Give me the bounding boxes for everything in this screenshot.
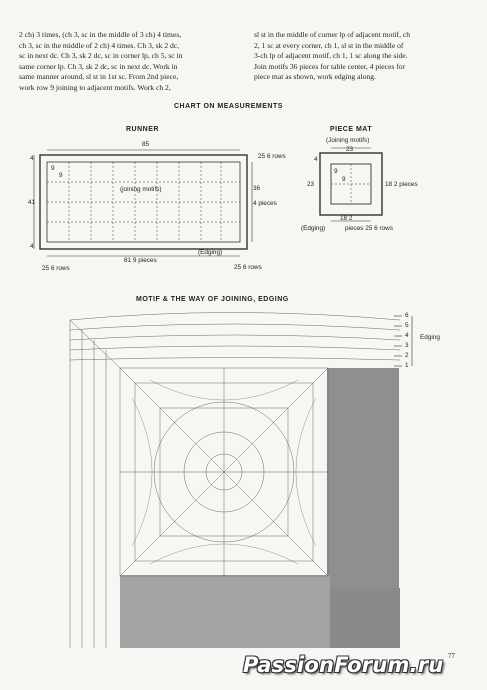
runner-left-bottom-4: 4 xyxy=(30,243,34,250)
joining-motifs-label: (Joining motifs) xyxy=(326,137,370,144)
edging-label: Edging xyxy=(420,334,440,341)
row-label-4: 4 xyxy=(405,332,409,339)
piece-mat-edging-label: (Edging) xyxy=(301,225,326,232)
runner-rows-label: 25 6 rows xyxy=(258,153,286,160)
runner-motif-size-a: 9 xyxy=(51,165,55,172)
runner-width-label: 85 xyxy=(142,141,150,148)
row-label-3: 3 xyxy=(405,342,409,349)
runner-chart xyxy=(34,150,252,256)
runner-bottom-right-rows: 25 6 rows xyxy=(234,264,262,271)
piece-mat-left-4: 4 xyxy=(314,156,318,163)
runner-left-41-label: 41 xyxy=(28,199,36,206)
row-label-5: 5 xyxy=(405,322,409,329)
page-number: 77 xyxy=(448,652,455,660)
runner-edging-label: (Edging) xyxy=(198,249,223,256)
piece-mat-chart xyxy=(320,148,382,221)
motif-diagram xyxy=(70,313,400,649)
row-ticks xyxy=(394,316,412,366)
piece-mat-inner-9b: 9 xyxy=(342,176,346,183)
piece-mat-right-18: 18 2 pieces xyxy=(385,181,418,188)
piece-mat-heading: PIECE MAT xyxy=(330,126,373,133)
piece-mat-bottom-18: 18 2 xyxy=(340,215,353,222)
runner-height-pieces: 4 pieces xyxy=(253,200,277,207)
runner-bottom-left-rows: 25 6 rows xyxy=(42,265,70,272)
row-label-6: 6 xyxy=(405,312,409,319)
row-label-1: 1 xyxy=(405,362,409,369)
motif-heading: MOTIF & THE WAY OF JOINING, EDGING xyxy=(136,296,289,303)
chart-heading: CHART ON MEASUREMENTS xyxy=(174,103,283,110)
runner-bottom-length: 81 9 pieces xyxy=(124,257,157,264)
instructions-left-column: 2 ch) 3 times, (ch 3, sc in the middle of 3 ch) 4 times, ch 3, sc in the middle of 2 ch) 4 times. Ch 3, sk 2 dc, sc in next dc. Ch 3, sk 2 dc, sc in corner lp, ch 5, sc in same corner lp. Ch 3, sk 2 dc, sc in next dc. Work in same manner around, sl st in 1st sc. From 2nd piece, work row 9 joining to adjacent motifs. Work ch 2, xyxy=(19,30,183,92)
runner-motif-size-b: 9 xyxy=(59,172,63,179)
runner-left-4-label: 4 xyxy=(30,155,34,162)
piece-mat-pieces-rows: pieces 25 6 rows xyxy=(345,225,393,232)
watermark-text: PassionForum.ru xyxy=(243,653,444,677)
runner-heading: RUNNER xyxy=(126,126,159,133)
piece-mat-side-23: 23 xyxy=(307,181,315,188)
instructions-right-column: sl st in the middle of corner lp of adjacent motif, ch 2, 1 sc at every corner, ch 1, sl st in the middle of 3-ch lp of adjacent motif, ch 1, 1 sc along the side. Join motifs 36 pieces for table center, 4 pieces for piece mat as shown, work edging along. xyxy=(254,30,411,82)
piece-mat-inner-9a: 9 xyxy=(334,168,338,175)
runner-center-label: (joining motifs) xyxy=(120,186,162,193)
piece-mat-top-label: 23 xyxy=(346,146,354,153)
runner-height-label: 36 xyxy=(253,185,261,192)
row-label-2: 2 xyxy=(405,352,409,359)
